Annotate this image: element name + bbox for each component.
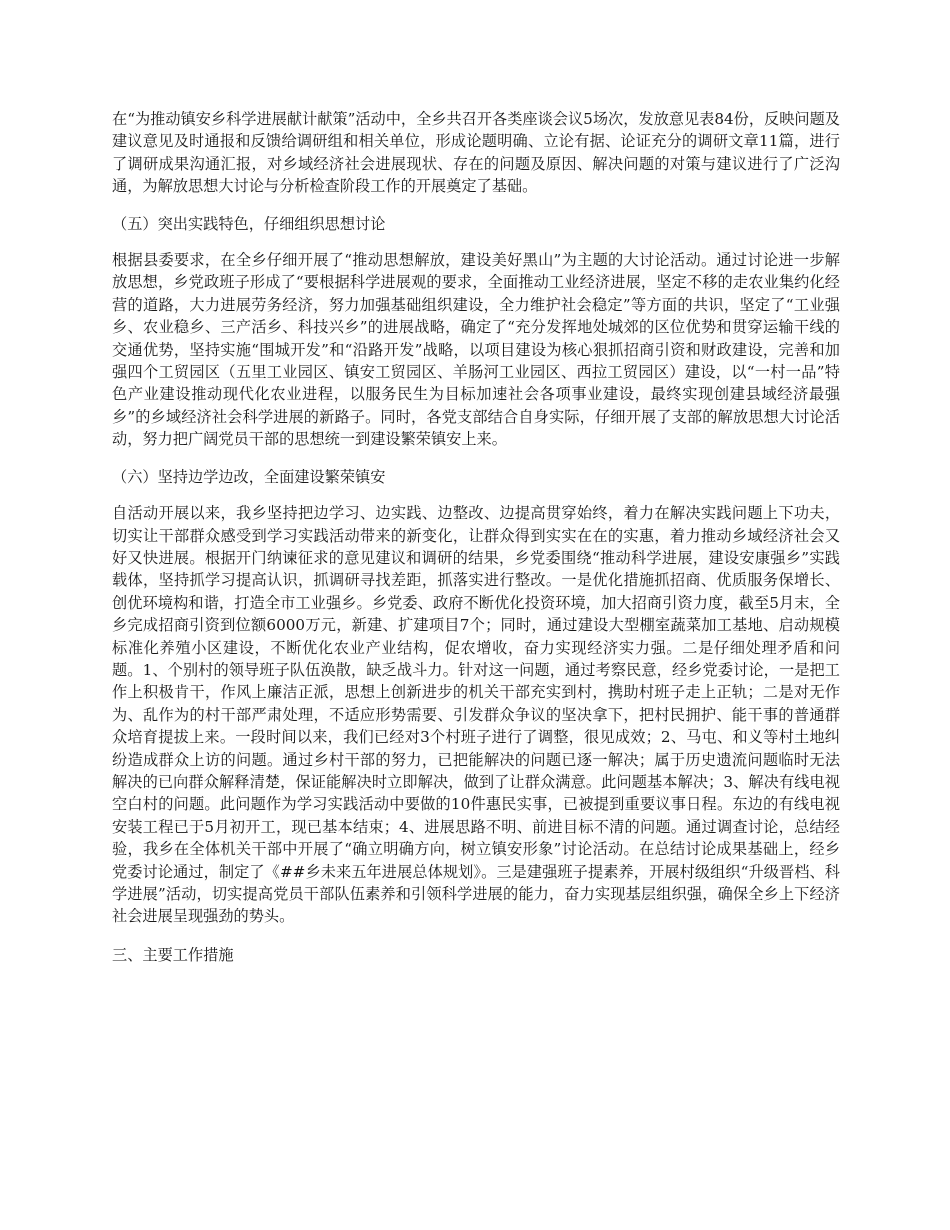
document-body <box>112 108 840 982</box>
paragraph-activity-summary: 在“为推动镇安乡科学进展献计献策”活动中，全乡共召开各类座谈会议5场次，发放意见表84份，反映问题及建议意见及时通报和反馈给调研组和相关单位，形成论题明确、立论有据、论证充分的调研文章11篇，进行了调研成果沟通汇报，对乡域经济社会进展现状、存在的问题及原因、解决问题的对策与建议进行了广泛沟通，为解放思想大讨论与分析检查阶段工作的开展奠定了基础。 <box>112 110 840 196</box>
paragraph-rectification: 自活动开展以来，我乡坚持把边学习、边实践、边整改、边提高贯穿始终，着力在解决实践问题上下功夫，切实让干部群众感受到学习实践活动带来的新变化，让群众得到实实在在的实惠，着力推动乡域经济社会又好又快进展。根据开门纳谏征求的意见建议和调研的结果，乡党委围绕“推动科学进展，建设安康强乡”实践载体，坚持抓学习提高认识，抓调研寻找差距，抓落实进行整改。一是优化措施抓招商、优质服务保增长、创优环境构和谐，打造全市工业强乡。乡党委、政府不断优化投资环境，加大招商引资力度，截至5月末，全乡完成招商引资到位额6000万元，新建、扩建项目7个；同时，通过建设大型棚室蔬菜加工基地、启动规模标准化养殖小区建设，不断优化农业产业结构，促农增收，奋力实现经济实力强。二是仔细处理矛盾和问题。1、个别村的领导班子队伍涣散，缺乏战斗力。针对这一问题，通过考察民意，经乡党委讨论，一是把工作上积极肯干，作风上廉洁正派，思想上创新进步的机关干部充实到村，携助村班子走上正轨；二是对无作为、乱作为的村干部严肃处理，不适应形势需要、引发群众争议的坚决拿下，把村民拥护、能干事的普通群众培育提拔上来。一段时间以来，我们已经对3个村班子进行了调整，很见成效；2、马屯、和义等村土地纠纷造成群众上访的问题。通过乡村干部的努力，已把能解决的问题已逐一解决；属于历史遗流问题临时无法解决的已向群众解释清楚，保证能解决时立即解决，做到了让群众满意。此问题基本解决；3、解决有线电视空白村的问题。此问题作为学习实践活动中要做的10件惠民实事，已被提到重要议事日程。东边的有线电视安装工程已于5月初开工，现已基本结束；4、进展思路不明、前进目标不清的问题。通过调查讨论，总结经验，我乡在全体机关干部中开展了“确立明确方向，树立镇安形象”讨论活动。在总结讨论成果基础上，经乡党委讨论通过，制定了《##乡未来五年进展总体规划》。三是建强班子提素养，开展村级组织“升级晋档、科学进展”活动，切实提高党员干部队伍素养和引领科学进展的能力，奋力实现基层组织强，确保全乡上下经济社会进展呈现强劲的势头。 <box>112 504 840 926</box>
section-heading-measures: 三、主要工作措施 <box>112 945 234 964</box>
paragraph-discussion: 根据县委要求，在全乡仔细开展了“推动思想解放，建设美好黑山”为主题的大讨论活动。通过讨论进一步解放思想，乡党政班子形成了“要根据科学进展观的要求，全面推动工业经济进展，坚定不移的走农业集约化经营的道路，大力进展劳务经济，努力加强基础组织建设，全力维护社会稳定”等方面的共识，坚定了“工业强乡、农业稳乡、三产活乡、科技兴乡”的进展战略，确定了“充分发挥地处城郊的区位优势和贯穿运输干线的交通优势，坚持实施“围城开发”和“沿路开发”战略，以项目建设为核心狠抓招商引资和财政建设，完善和加强四个工贸园区（五里工业园区、镇安工贸园区、羊肠河工业园区、西拉工贸园区）建设，以“一村一品”特色产业建设推动现代化农业进程，以服务民生为目标加速社会各项事业建设，最终实现创建县域经济最强乡”的乡域经济社会科学进展的新路子。同时，各党支部结合自身实际，仔细开展了支部的解放思想大讨论活动，努力把广阔党员干部的思想统一到建设繁荣镇安上来。 <box>112 251 840 449</box>
section-heading-6: （六）坚持边学边改，全面建设繁荣镇安 <box>112 467 386 486</box>
section-heading-5: （五）突出实践特色，仔细组织思想讨论 <box>112 214 386 233</box>
